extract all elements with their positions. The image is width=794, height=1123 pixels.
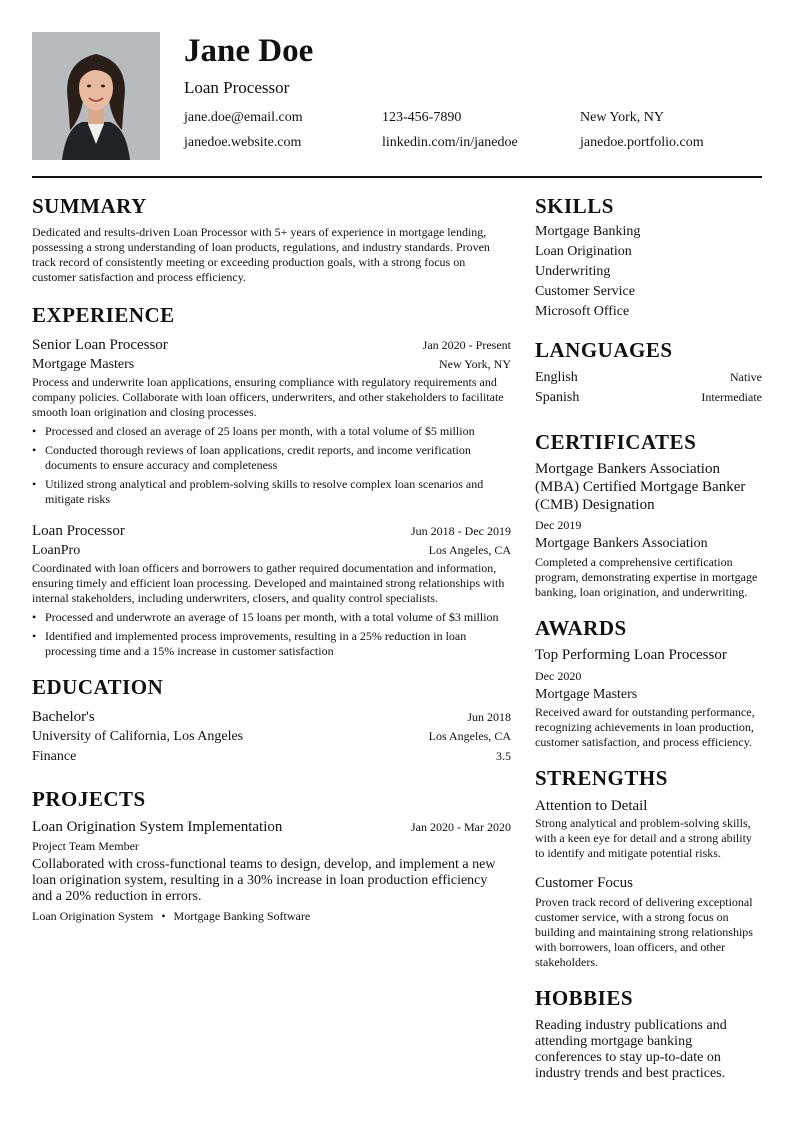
tag-separator: • xyxy=(161,909,166,923)
contact-portfolio[interactable]: janedoe.portfolio.com xyxy=(580,135,704,150)
contact-linkedin[interactable]: linkedin.com/in/janedoe xyxy=(382,135,518,150)
hobbies-section xyxy=(535,984,762,1082)
job-bullet: • Identified and implemented process improvements, resulting in a 25% reduction in loan processing time and a 15% increase in customer satisfaction xyxy=(32,629,511,659)
job-bullet: • Conducted thorough reviews of loan applications, credit reports, and income verification documents to ensure accuracy and completeness xyxy=(32,443,511,473)
job-description: Process and underwrite loan applications, ensuring compliance with regulatory requirements and company policies. Collaborate with loan officers, underwriters, and other stakeholders to facilitate smooth loan origination and closing processes. xyxy=(32,375,504,419)
education-field: Finance xyxy=(32,749,77,764)
job-title: Senior Loan Processor xyxy=(32,337,168,353)
contact-website[interactable]: janedoe.website.com xyxy=(184,135,302,150)
project-dates: Jan 2020 - Mar 2020 xyxy=(411,820,511,834)
projects-heading: PROJECTS xyxy=(32,787,146,811)
candidate-name: Jane Doe xyxy=(184,33,314,69)
hobbies-heading: HOBBIES xyxy=(535,986,634,1010)
strength-name: Attention to Detail xyxy=(535,798,648,814)
award-description: Received award for outstanding performance, recognizing achievements in loan production, customer satisfaction, and process efficiency. xyxy=(535,705,755,749)
certificates-heading: CERTIFICATES xyxy=(535,430,697,454)
job-entry xyxy=(32,521,511,659)
skill-item: Microsoft Office xyxy=(535,304,630,319)
education-gpa: 3.5 xyxy=(496,749,511,763)
job-company: Mortgage Masters xyxy=(32,357,135,372)
projects-section xyxy=(32,785,511,924)
skill-item: Customer Service xyxy=(535,284,635,299)
award-name: Top Performing Loan Processor xyxy=(535,647,727,663)
awards-heading: AWARDS xyxy=(535,616,627,640)
summary-text: Dedicated and results-driven Loan Processor with 5+ years of experience in mortgage lending, possessing a strong understanding of loan products, regulations, and industry standards. Proven track record of consistently meeting or exceeding production goals, with a strong focus on customer satisfaction and process efficiency. xyxy=(32,225,490,284)
skills-heading: SKILLS xyxy=(535,194,614,218)
header-divider xyxy=(32,176,762,178)
portrait-image xyxy=(32,32,160,160)
strength-description: Proven track record of delivering exceptional customer service, with a strong focus on building and maintaining strong relationships with borrowers, loan officers, and other stakeholders. xyxy=(535,895,753,969)
skill-item: Mortgage Banking xyxy=(535,224,641,239)
job-location: Los Angeles, CA xyxy=(428,543,511,557)
job-title: Loan Processor xyxy=(32,523,125,539)
education-heading: EDUCATION xyxy=(32,675,164,699)
job-bullet: • Processed and underwrote an average of 15 loans per month, with a total volume of $3 million xyxy=(32,610,511,625)
award-issuer: Mortgage Masters xyxy=(535,687,638,702)
language-level: Intermediate xyxy=(701,390,762,404)
job-company: LoanPro xyxy=(32,543,81,558)
job-location: New York, NY xyxy=(438,357,511,371)
strengths-section xyxy=(535,764,762,970)
education-degree: Bachelor's xyxy=(32,709,95,725)
skill-item: Loan Origination xyxy=(535,244,632,259)
job-description: Coordinated with loan officers and borrowers to gather required documentation and information, ensuring timely and efficient loan processing. Developed and maintained strong relationships with internal stakeholders, including underwriters, closers, and quality control specialists. xyxy=(32,561,505,605)
right-column xyxy=(535,192,762,1082)
strengths-heading: STRENGTHS xyxy=(535,766,668,790)
certificate-description: Completed a comprehensive certification program, demonstrating expertise in mortgage banking, loan origination, and underwriting. xyxy=(535,555,758,599)
job-dates: Jan 2020 - Present xyxy=(422,338,511,352)
left-column xyxy=(32,192,511,924)
summary-heading: SUMMARY xyxy=(32,194,147,218)
project-tag: Loan Origination System xyxy=(32,909,154,923)
education-school: University of California, Los Angeles xyxy=(32,729,244,744)
strength-name: Customer Focus xyxy=(535,875,633,891)
education-date: Jun 2018 xyxy=(467,710,511,724)
education-section xyxy=(32,673,511,767)
contact-location: New York, NY xyxy=(580,110,665,125)
project-description: Collaborated with cross-functional teams to design, develop, and implement a new loan origination system, resulting in a 30% increase in loan production efficiency and a 20% reduction in errors. xyxy=(32,857,496,904)
language-name: Spanish xyxy=(535,390,580,405)
experience-heading: EXPERIENCE xyxy=(32,303,175,327)
experience-section xyxy=(32,301,511,659)
contact-email[interactable]: jane.doe@email.com xyxy=(184,110,303,125)
project-tag: Mortgage Banking Software xyxy=(173,909,311,923)
job-bullets xyxy=(32,424,511,507)
education-location: Los Angeles, CA xyxy=(428,729,511,743)
project-role: Project Team Member xyxy=(32,839,139,853)
project-tags xyxy=(32,909,511,924)
awards-section xyxy=(535,614,762,750)
skills-section xyxy=(535,192,762,322)
job-entry xyxy=(32,335,511,507)
project-name: Loan Origination System Implementation xyxy=(32,819,283,835)
certificate-name: Mortgage Bankers Association (MBA) Certified Mortgage Banker (CMB) Designation xyxy=(535,461,746,513)
contact-phone[interactable]: 123-456-7890 xyxy=(382,110,462,125)
resume-header xyxy=(32,32,762,160)
job-dates: Jun 2018 - Dec 2019 xyxy=(411,524,511,538)
candidate-role: Loan Processor xyxy=(184,78,290,97)
certificates-section xyxy=(535,428,762,600)
language-level: Native xyxy=(730,370,762,384)
profile-photo xyxy=(32,32,160,160)
summary-section xyxy=(32,192,511,285)
job-bullet: • Utilized strong analytical and problem-solving skills to resolve complex loan scenarios and mitigate risks xyxy=(32,477,511,507)
job-bullet: • Processed and closed an average of 25 loans per month, with a total volume of $5 million xyxy=(32,424,511,439)
award-date: Dec 2020 xyxy=(535,669,582,683)
hobbies-text: Reading industry publications and attending mortgage banking conferences to stay up-to-date on industry trends and best practices. xyxy=(535,1018,727,1081)
strength-description: Strong analytical and problem-solving skills, with a keen eye for detail and a strong ability to identify and mitigate potential risks. xyxy=(535,816,752,860)
languages-section xyxy=(535,336,762,408)
certificate-issuer: Mortgage Bankers Association xyxy=(535,536,708,551)
skill-item: Underwriting xyxy=(535,264,611,279)
job-bullets xyxy=(32,610,511,659)
languages-heading: LANGUAGES xyxy=(535,338,673,362)
certificate-date: Dec 2019 xyxy=(535,518,582,532)
language-name: English xyxy=(535,370,578,385)
